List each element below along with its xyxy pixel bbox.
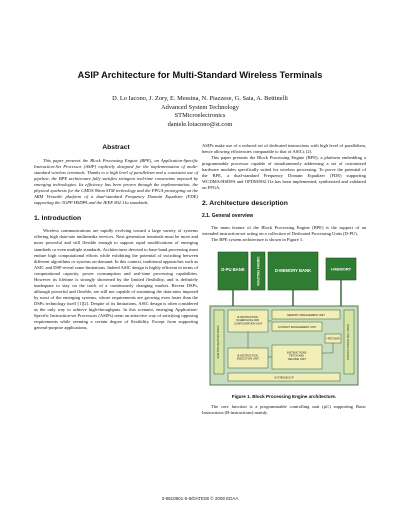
author-list: D. Lo Iacono, J. Zory, E. Messina, N. Piazzese, G. Saia, A. Bettinelli: [112, 95, 288, 102]
execution-unit-label: B-INSTRUCTION EXECUTION UNIT: [237, 354, 259, 361]
bpe-feature-paragraph: The main feature of the Block Processing Engine (BPE) is the support of an extended instruction-set acting on a collection of Dedicated Processing Units (D-PU).: [202, 225, 366, 237]
general-overview-heading: 2.1. General overview: [202, 213, 254, 220]
abstract-heading: Abstract: [102, 144, 130, 151]
introduction-paragraph: Wireless communications are rapidly evolving toward a large variety of systems offering high data-rate multimedia services. Next generation terminals must be more and more powerful and still flexible enough to support rapid modifications of emerging standards or even multiple standards. Architectures devoted to base-band processing must endure high computational efforts while exhibiting the potential of switching between different algorithms or systems on-demand. In this context, traditional approaches such as ASIC and DSP reveal some limitations. Indeed ASIC design is highly efficient in terms of computational capacity, power consumption and real-time processing capabilities. However its lifetime is strongly shortened by the limited flexibility, and is definitely inadequate to stay on the track of a continuously changing market. Recent DSPs, although powerful and flexible, are still not capable of sustaining the data-rates imposed by most of the emerging systems, whose requirements are growing even faster than the DSPs technology itself [1][2]. Despite of its limitations, ASIC design is often considered as the only way to achieve high-throughputs. In this scenario, emerging Application-Specific Instruction-set Processors (ASIPs) seem an attractive way of satisfying opposing requirements while seeming a certain degree of flexibility. Except from supporting general-purpose applications,: [34, 228, 198, 331]
left-column: [34, 143, 198, 331]
author-email: daniele.loiacono@st.com: [167, 120, 233, 128]
imemory-label: I-MEMORY: [330, 266, 352, 272]
author-block: [0, 95, 400, 129]
left-register-bus-label: DATA PIPE/REGISTER SPACE: [217, 324, 220, 359]
asip-continuation-paragraph: ASIPs make use of a reduced set of dedicated instructions with high level of parallelism, hence allowing efficiencies comparable to that of ASICs [2].: [202, 143, 366, 155]
bpe-presentation-paragraph: This paper presents the Block Processing Engine (BPE), a platform embedding a programmable processor capable of simultaneously addressing a set of customized hardware modules specifically suited for wireless processing. To prove the potential of the BPE, a dual-standard Frequency Domain Equalizer (FDE) supporting WCDMA/HSDPA and OFDM/802.11a has been implemented, synthesized and validated on FPGA.: [202, 155, 366, 191]
core-function-paragraph: The core function is a programmable controlling unit (µC) supporting Basic Instructions (B-instructions) mainly: [202, 403, 366, 415]
system-bus-label: SYSTEM BUS IF: [274, 375, 294, 379]
dpu-bank-label: D-PU BANK: [221, 266, 245, 272]
architecture-heading: 2. Architecture description: [202, 200, 288, 208]
context-management-label: CONTEXT MANAGEMENT UNIT: [277, 325, 317, 329]
dmemory-bank-label: D-MEMORY BANK: [274, 267, 312, 273]
scheduling-unit-label: B-INSTRUCTION SCHEDULING AND CONFIGURATION UNIT: [233, 315, 263, 325]
right-column: [202, 143, 366, 416]
abstract-text: This paper presents the Block Processing Engine (BPE), an Application-Specific Instruction-Set Processor (ASIP) explicitly designed for the implementation of multi-standard wireless terminals. Thanks to a high level of parallelism and a consistent use of pipeline, the BPE architecture fully satisfies stringent real-time constraints imposed by emerging technologies. Its efficiency has been proven through the implementation, the physical synthesis for the CMOS 90nm STM technology and the FPGA prototyping on the ARM Versatile platform of a dual-standard Frequency Domain Equalizer (FDE) supporting the 3GPP HSDPA and the IEEE 802.11a standards.: [34, 158, 198, 206]
page-footer: 3-9810801-5-9/DATE08 © 2008 EDAA: [161, 496, 239, 501]
right-register-bus-label: CONTROL/STATUS REG. SPACE: [347, 323, 350, 360]
decoder-label: INSTRUCTIONS FETCH AND DECODE UNIT: [286, 351, 307, 361]
architecture-diagram: [202, 248, 366, 388]
bpe-architecture-figure: [202, 248, 366, 391]
affiliation-line-1: Advanced System Technology: [161, 103, 239, 111]
routing-fabric-label: ROUTING FABRIC: [256, 255, 261, 286]
memory-management-label: MEMORY MANAGEMENT UNIT: [287, 313, 325, 317]
affiliation-line-2: STMicroelectronics: [174, 112, 226, 120]
figure-caption: Figure 1. Block Processing Engine architecture.: [231, 393, 337, 399]
figure-reference-paragraph: The BPE system architecture is shown in Figure 1.: [211, 237, 304, 243]
ifetcher-label: I-FETCHER: [326, 337, 340, 341]
paper-title: ASIP Architecture for Multi-Standard Wireless Terminals: [77, 70, 323, 80]
introduction-heading: 1. Introduction: [34, 215, 82, 223]
